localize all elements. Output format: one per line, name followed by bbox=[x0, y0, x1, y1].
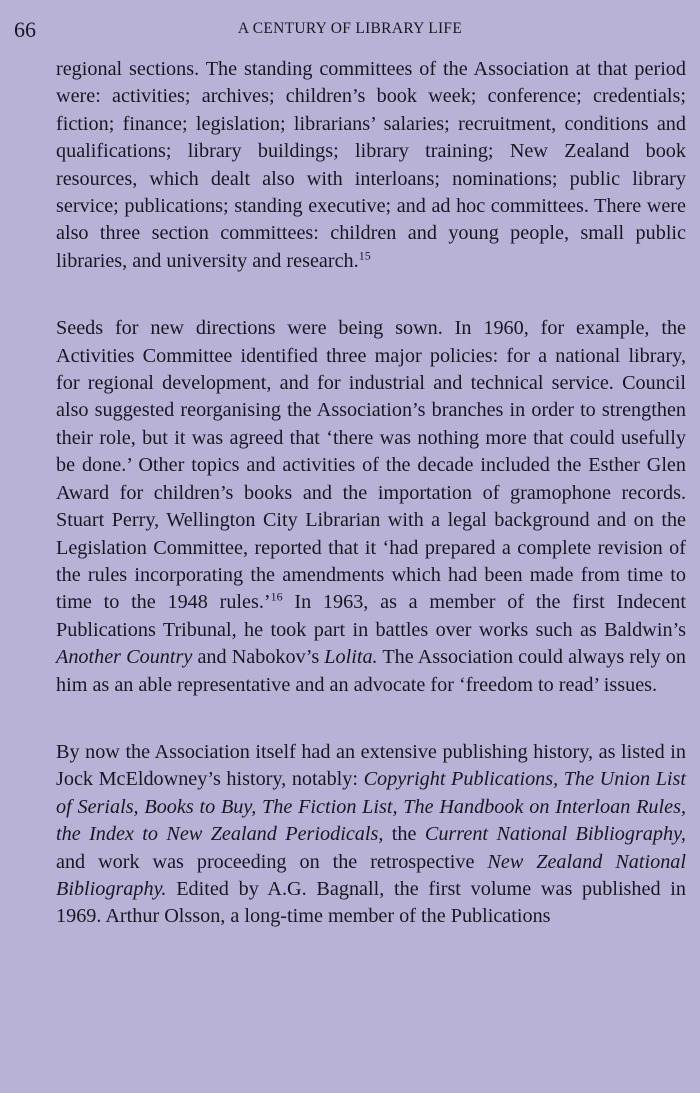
footnote-ref: 15 bbox=[358, 248, 371, 263]
italic-title: Current National Bibliography, bbox=[424, 823, 686, 846]
text-run: In 1963, as a member of the first Indecent Publications Tribunal, he took part in battles over works such as Baldwin’s bbox=[56, 591, 686, 641]
text-run: and Nabokov’s bbox=[192, 646, 325, 669]
running-head: A CENTURY OF LIBRARY LIFE bbox=[237, 20, 463, 37]
text-run: Seeds for new directions were being sown. In 1960, for example, the Activities Committee identified three major policies: for a national library, for regional development, and for industrial and technical service. Council also suggested reorganising the Association’s branches in order to strengthen their role, but it was agreed that ‘there was nothing more that could usefully be done.’ Other topics and activities of the decade included the Esther Glen Award for children’s books and the importation of gramophone records. Stuart Perry, Wellington City Librarian with a legal background and on the Legislation Committee, reported that it ‘had prepared a complete revision of the rules incorporating the amendments which had been made from time to time to the 1948 rules.’ bbox=[56, 317, 686, 614]
italic-title: New Zealand National Bibliography. bbox=[56, 850, 686, 900]
footnote-ref: 16 bbox=[270, 589, 283, 604]
paragraph-committees bbox=[56, 56, 686, 275]
page-header bbox=[0, 14, 700, 44]
text-run: and work was proceeding on the retrospective bbox=[56, 850, 488, 873]
page-number: 66 bbox=[14, 17, 36, 42]
text-run: regional sections. The standing committees of the Association at that period were: activities; archives; children’s book week; conference; credentials; fiction; finance; legislation; librarians’ salaries; recruitment, conditions and qualifications; library buildings; library training; New Zealand book resources, which dealt also with interloans; nominations; public library service; publications; standing executive; and ad hoc committees. There were also three section committees: children and young people, small public libraries, and university and research. bbox=[56, 58, 686, 272]
paragraph-new-directions bbox=[56, 315, 686, 699]
italic-title: Copyright Publications, The Union List of Serials, Books to Buy, The Fiction List, The Handbook on Interloan Rules, the Index to New Zealand Periodicals, bbox=[56, 768, 686, 846]
italic-title: Another Country bbox=[56, 646, 193, 669]
text-run: The Association could always rely on him as an able representative and an advocate for ‘freedom to read’ issues. bbox=[56, 646, 686, 696]
italic-title: Lolita. bbox=[324, 646, 378, 669]
text-run: By now the Association itself had an extensive publishing history, as listed in Jock McEldowney’s history, notably: bbox=[56, 740, 686, 791]
paragraph-publishing-history bbox=[56, 739, 686, 931]
text-run: Edited by A.G. Bagnall, the first volume was published in 1969. Arthur Olsson, a long-time member of the Publications bbox=[56, 877, 686, 928]
body-text bbox=[56, 56, 686, 931]
text-run: the bbox=[383, 823, 425, 846]
